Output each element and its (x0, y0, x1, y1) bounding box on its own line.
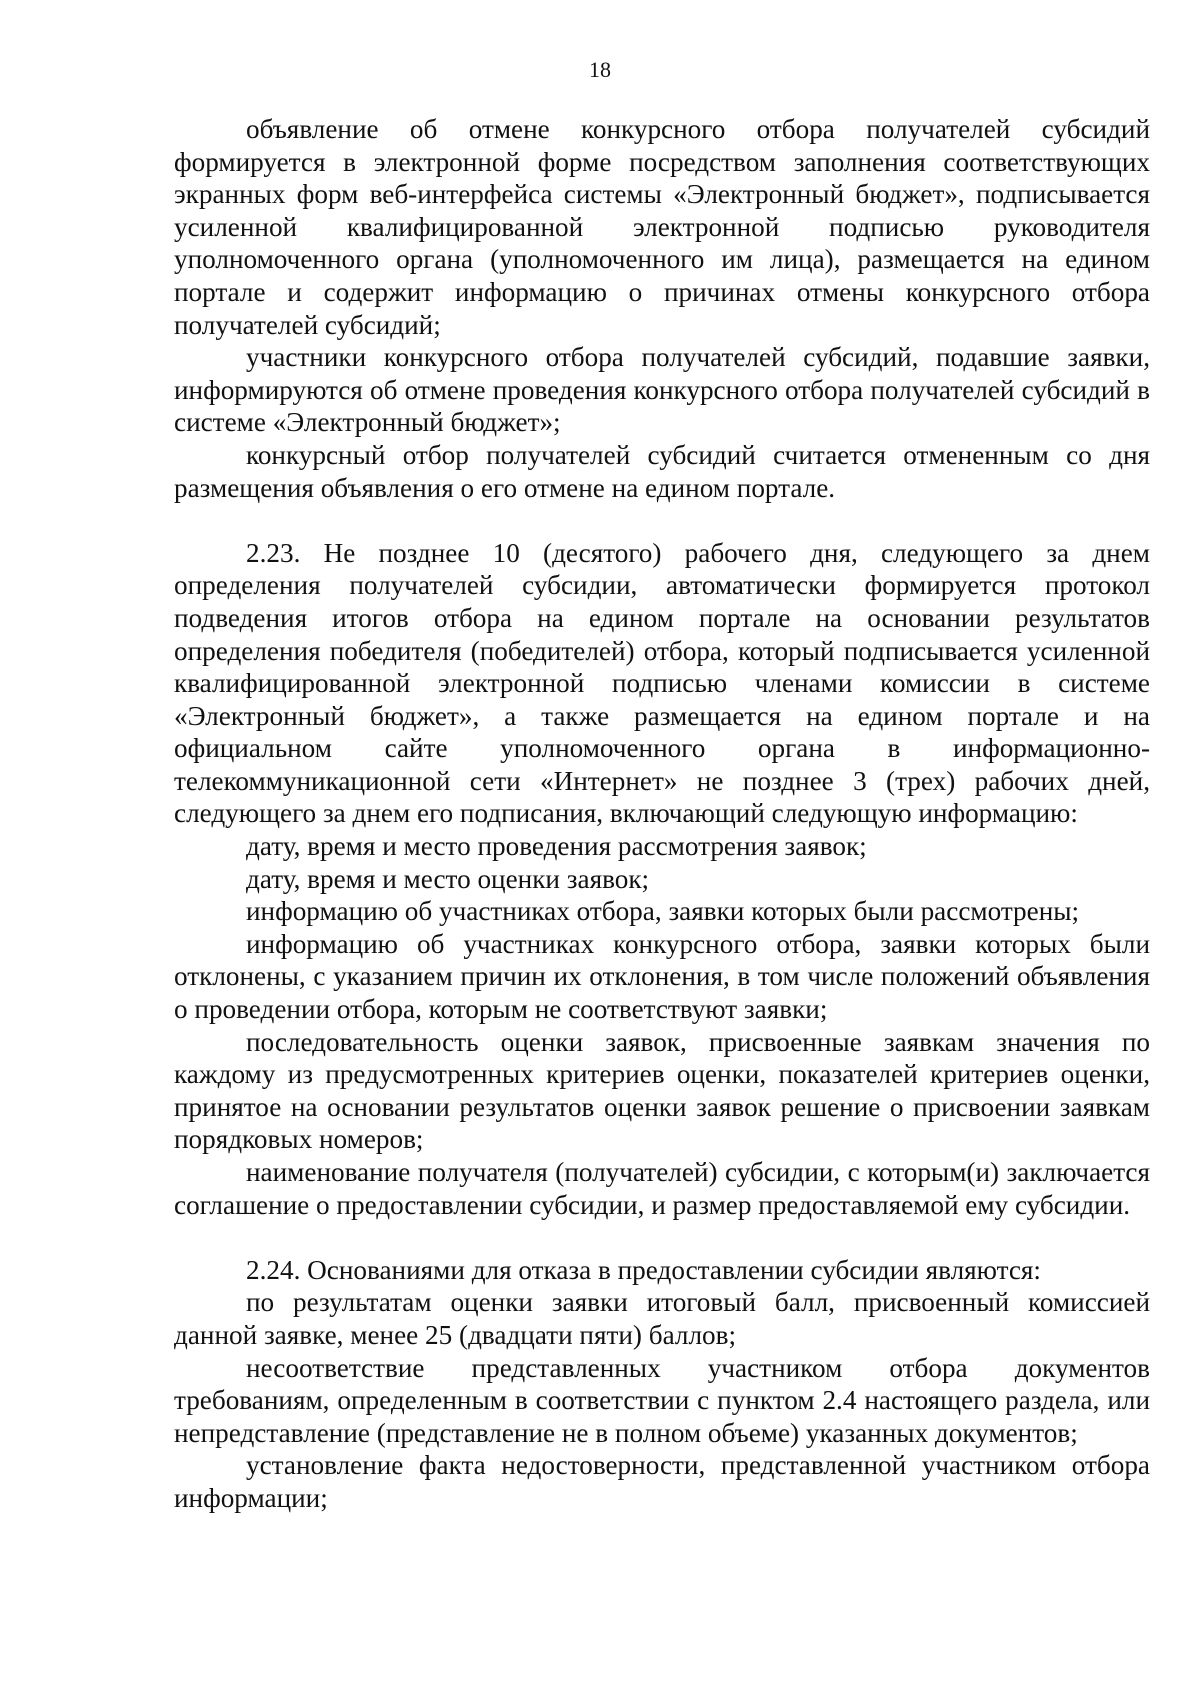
page-number: 18 (589, 57, 611, 82)
paragraph: информацию об участниках конкурсного отбора, заявки которых были отклонены, с указанием причин их отклонения, в том числе положений объявления о проведении отбора, которым не соответствуют заявки; (174, 928, 1150, 1025)
paragraph: дату, время и место проведения рассмотрения заявок; (246, 831, 867, 862)
section-2-24: 2.24. Основаниями для отказа в предоставлении субсидии являются: (246, 1254, 1041, 1285)
paragraph: по результатам оценки заявки итоговый балл, присвоенный комиссией данной заявке, менее 25 (двадцати пяти) баллов; (174, 1287, 1150, 1350)
paragraph: объявление об отмене конкурсного отбора получателей субсидий формируется в электронной форме посредством заполнения соответствующих экранных форм веб-интерфейса системы «Электронный бюджет», подписывается усиленной квалифицированной электронной подписью руководителя уполномоченного органа (уполномоченного им лица), размещается на едином портале и содержит информацию о причинах отмены конкурсного отбора получателей субсидий; (174, 114, 1150, 340)
paragraph: дату, время и место оценки заявок; (246, 863, 650, 894)
document-body (174, 113, 1150, 1515)
paragraph: наименование получателя (получателей) субсидии, с которым(и) заключается соглашение о предоставлении субсидии, и размер предоставляемой ему субсидии. (174, 1157, 1150, 1220)
paragraph: участники конкурсного отбора получателей субсидий, подавшие заявки, информируются об отмене проведения конкурсного отбора получателей субсидий в системе «Электронный бюджет»; (174, 342, 1150, 438)
paragraph: несоответствие представленных участником отбора документов требованиям, определенным в соответствии с пунктом 2.4 настоящего раздела, или непредставление (представление не в полном объеме) указанных документов; (174, 1352, 1150, 1448)
paragraph: установление факта недостоверности, представленной участником отбора информации; (174, 1450, 1150, 1513)
section-2-23: 2.23. Не позднее 10 (десятого) рабочего дня, следующего за днем определения получателей субсидии, автоматически формируется протокол подведения итогов отбора на едином портале на основании результатов определения победителя (победителей) отбора, который подписывается усиленной квалифицированной электронной подписью членами комиссии в системе «Электронный бюджет», а также размещается на едином портале и на официальном сайте уполномоченного органа в информационно-телекоммуникационной сети «Интернет» не позднее 3 (трех) рабочих дней, следующего за днем его подписания, включающий следующую информацию: (174, 537, 1150, 829)
paragraph: конкурсный отбор получателей субсидий считается отмененным со дня размещения объявления о его отмене на едином портале. (174, 439, 1150, 503)
paragraph: информацию об участниках отбора, заявки которых были рассмотрены; (246, 896, 1080, 927)
paragraph: последовательность оценки заявок, присвоенные заявкам значения по каждому из предусмотренных критериев оценки, показателей критериев оценки, принятое на основании результатов оценки заявок решение о присвоении заявкам порядковых номеров; (174, 1026, 1150, 1155)
